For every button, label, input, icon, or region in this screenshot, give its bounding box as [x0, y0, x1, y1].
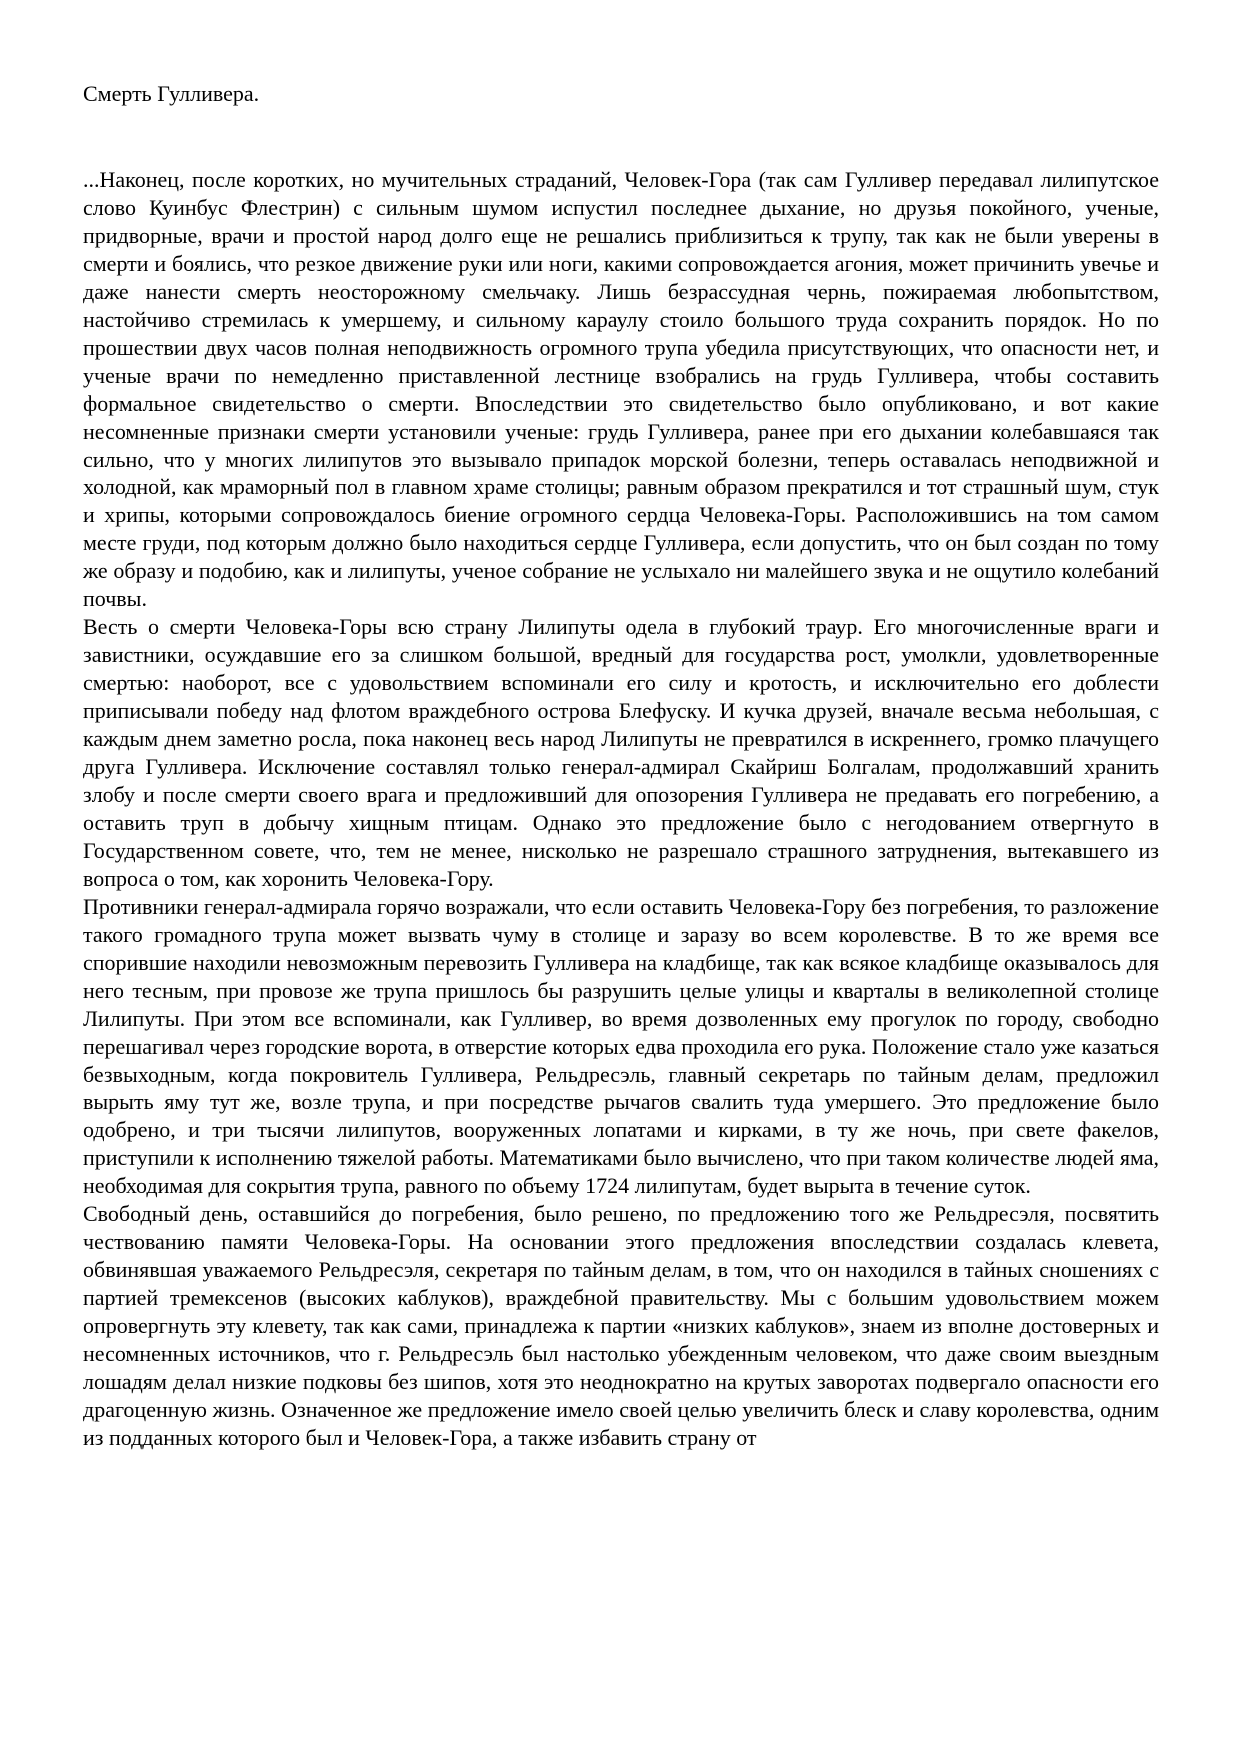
- document-title: Смерть Гулливера.: [83, 81, 260, 106]
- paragraph-1: ...Наконец, после коротких, но мучительных страданий, Человек-Гора (так сам Гулливер передавал лилипутское слово Куинбус Флестрин) с сильным шумом испустил последнее дыхание, но друзья покойного, ученые, придворные, врачи и простой народ долго еще не решались приблизиться к трупу, так как не были уверены в смерти и боялись, что резкое движение руки или ноги, какими сопровождается агония, может причинить увечье и даже нанести смерть неосторожному смельчаку. Лишь безрассудная чернь, пожираемая любопытством, настойчиво стремилась к умершему, и сильному караулу стоило большого труда сохранить порядок. Но по прошествии двух часов полная неподвижность огромного трупа убедила присутствующих, что опасности нет, и ученые врачи по немедленно приставленной лестнице взобрались на грудь Гулливера, чтобы составить формальное свидетельство о смерти. Впоследствии это свидетельство было опубликовано, и вот какие несомненные признаки смерти установили ученые: грудь Гулливера, ранее при его дыхании колебавшаяся так сильно, что у многих лилипутов это вызывало припадок морской болезни, теперь оставалась неподвижной и холодной, как мраморный пол в главном храме столицы; равным образом прекратился и тот страшный шум, стук и хрипы, которыми сопровождалось биение огромного сердца Человека-Горы. Расположившись на том самом месте груди, под которым должно было находиться сердце Гулливера, если допустить, что он был создан по тому же образу и подобию, как и лилипуты, ученое собрание не услыхало ни малейшего звука и не ощутило колебаний почвы.: [83, 167, 1159, 612]
- document-body: [83, 166, 1159, 1452]
- paragraph-2: Весть о смерти Человека-Горы всю страну Лилипуты одела в глубокий траур. Его многочисленные враги и завистники, осуждавшие его за слишком большой, вредный для государства рост, умолкли, удовлетворенные смертью: наоборот, все с удовольствием вспоминали его силу и кротость, и исключительно его доблести приписывали победу над флотом враждебного острова Блефуску. И кучка друзей, вначале весьма небольшая, с каждым днем заметно росла, пока наконец весь народ Лилипуты не превратился в искреннего, громко плачущего друга Гулливера. Исключение составлял только генерал-адмирал Скайриш Болгалам, продолжавший хранить злобу и после смерти своего врага и предложивший для опозорения Гулливера не предавать его погребению, а оставить труп в добычу хищным птицам. Однако это предложение было с негодованием отвергнуто в Государственном совете, что, тем не менее, нисколько не разрешало страшного затруднения, вытекавшего из вопроса о том, как хоронить Человека-Гору.: [83, 614, 1159, 891]
- paragraph-4: Свободный день, оставшийся до погребения, было решено, по предложению того же Рельдресэля, посвятить чествованию памяти Человека-Горы. На основании этого предложения впоследствии создалась клевета, обвинявшая уважаемого Рельдресэля, секретаря по тайным делам, в том, что он находился в тайных сношениях с партией тремексенов (высоких каблуков), враждебной правительству. Мы с большим удовольствием можем опровергнуть эту клевету, так как сами, принадлежа к партии «низких каблуков», знаем из вполне достоверных и несомненных источников, что г. Рельдресэль был настолько убежденным человеком, что даже своим выездным лошадям делал низкие подковы без шипов, хотя это неоднократно на крутых заворотах подвергало опасности его драгоценную жизнь. Означенное же предложение имело своей целью увеличить блеск и славу королевства, одним из подданных которого был и Человек-Гора, а также избавить страну от: [83, 1201, 1159, 1450]
- paragraph-3: Противники генерал-адмирала горячо возражали, что если оставить Человека-Гору без погребения, то разложение такого громадного трупа может вызвать чуму в столице и заразу во всем королевстве. В то же время все спорившие находили невозможным перевозить Гулливера на кладбище, так как всякое кладбище оказывалось для него тесным, при провозе же трупа пришлось бы разрушить целые улицы и кварталы в великолепной столице Лилипуты. При этом все вспоминали, как Гулливер, во время дозволенных ему прогулок по городу, свободно перешагивал через городские ворота, в отверстие которых едва проходила его рука. Положение стало уже казаться безвыходным, когда покровитель Гулливера, Рельдресэль, главный секретарь по тайным делам, предложил вырыть яму тут же, возле трупа, и при посредстве рычагов свалить туда умершего. Это предложение было одобрено, и три тысячи лилипутов, вооруженных лопатами и кирками, в ту же ночь, при свете факелов, приступили к исполнению тяжелой работы. Математиками было вычислено, что при таком количестве людей яма, необходимая для сокрытия трупа, равного по объему 1724 лилипутам, будет вырыта в течение суток.: [83, 893, 1159, 1199]
